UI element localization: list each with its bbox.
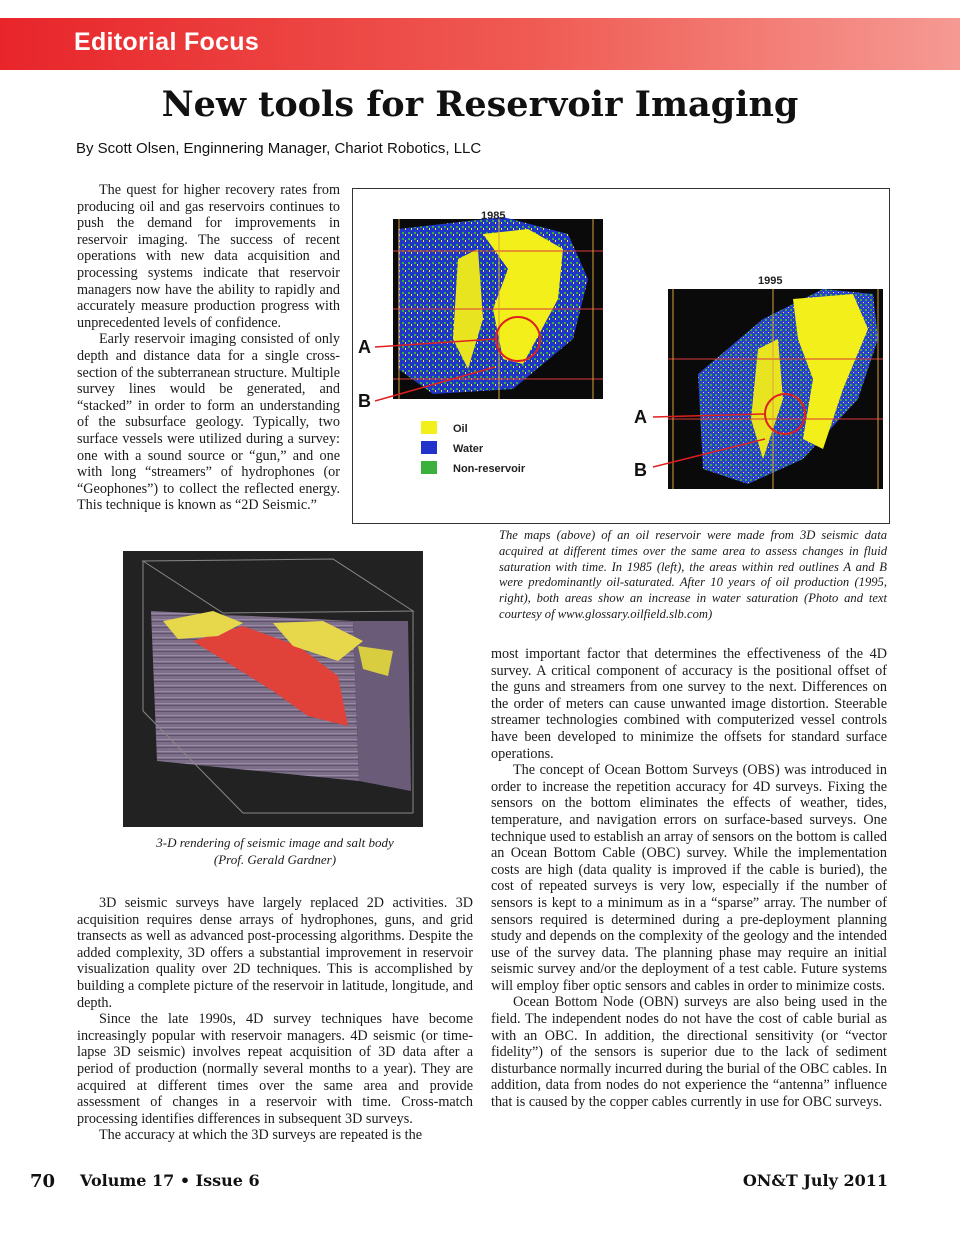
seismic-3d-caption: [77, 834, 473, 868]
map-1995-year: 1995: [758, 275, 783, 287]
legend-swatch-oil: [421, 421, 437, 434]
section-banner: [0, 18, 960, 70]
paragraph: Since the late 1990s, 4D survey techniques have become increasingly popular with reservoir managers. 4D seismic (or time-lapse 3D seismic) involves repeat acquisition of 3D data after a period of production (normally several months to a year). They are acquired at different times over the same area and provide assessment of changes in a reservoir with time. Cross-match processing identifies differences in subsequent 3D surveys.: [77, 1011, 473, 1127]
seismic-3d-figure: [123, 551, 423, 827]
paragraph: Early reservoir imaging consisted of only depth and distance data for a single cross-section of the subterranean structure. Multiple survey lines would be generated, and “stacked” in order to form an understanding of the subsurface geology. Typically, two surface vessels were utilized during a survey: one with a sound source or “gun,” and one with long “streamers” of hydrophones (or “Geophones”) to collect the reflected energy. This technique is known as “2D Seismic.”: [77, 331, 340, 514]
legend-label-water: Water: [453, 443, 484, 455]
legend-label-non-reservoir: Non-reservoir: [453, 463, 526, 475]
article-column-1: [77, 182, 340, 514]
seismic-3d-image: [123, 551, 423, 827]
map-1985-year: 1985: [481, 210, 506, 222]
paragraph: The concept of Ocean Bottom Surveys (OBS) was introduced in order to increase the repetition accuracy for 4D surveys. Fixing the sensors on the bottom eliminates the effects of weather, tides, temperature, and navigation errors on surface-based surveys. One technique used to establish an array of sensors on the bottom is called an Ocean Bottom Cable (OBC) survey. While the implementation costs are high (data quality is improved if the cable is buried), the cost of repeated surveys is very low, especially if the number of sensors is kept to a minimum as in a “sparse” array. The number of sensors required is determined during a pre-deployment planning study and depends on the complexity of the geology and the intended use of the survey data. The planning phase may require an initial seismic survey and/or the deployment of a test cable. Future systems will employ fiber optic sensors and cables in order to minimize costs.: [491, 762, 887, 994]
seismic-3d-caption-credit: (Prof. Gerald Gardner): [213, 852, 337, 867]
reservoir-map-image: [353, 189, 888, 522]
map-figure-caption: The maps (above) of an oil reservoir were made from 3D seismic data acquired at different times over the same area to assess changes in fluid saturation with time. In 1985 (left), the areas within red outlines A and B were predominantly oil-saturated. After 10 years of oil production (1995, right), both areas show an increase in water saturation (Photo and text courtesy of www.glossary.oilfield.slb.com): [499, 528, 887, 621]
paragraph: most important factor that determines the effectiveness of the 4D survey. A critical component of accuracy is the positional offset of the guns and streamers from one survey to the next. Differences on the order of meters can cause unwanted image distortion. Steerable streamer technologies combined with computerized vessel controls have been developed to minimize the offsets for standard surface operations.: [491, 646, 887, 762]
paragraph: Ocean Bottom Node (OBN) surveys are also being used in the field. The independent nodes do not have the cost of cable burial as with an OBC. In addition, the directional sensitivity (or “vector fidelity”) of the sensors is superior due to the lack of sediment disturbance normally incurred during the burial of the OBC cables. In addition, data from nodes do not experience the “antenna” influence that is caused by the copper cables currently in use for OBC surveys.: [491, 994, 887, 1111]
legend-swatch-water: [421, 441, 437, 454]
article-byline: By Scott Olsen, Enginnering Manager, Chariot Robotics, LLC: [76, 140, 482, 157]
legend-swatch-non-reservoir: [421, 461, 437, 474]
reservoir-map-figure: [352, 188, 890, 524]
issue-date: ON&T July 2011: [742, 1171, 888, 1190]
article-column-3: [77, 895, 473, 1144]
page-number: 70: [30, 1171, 56, 1192]
map-1995-label-a: A: [634, 407, 647, 427]
paragraph: The accuracy at which the 3D surveys are repeated is the: [99, 1127, 423, 1144]
volume-issue: Volume 17 • Issue 6: [80, 1171, 260, 1190]
legend-label-oil: Oil: [453, 423, 468, 435]
article-column-4: [491, 646, 887, 1111]
seismic-3d-caption-title: 3-D rendering of seismic image and salt body: [156, 835, 394, 850]
article-title: New tools for Reservoir Imaging: [161, 84, 799, 125]
map-1995-label-b: B: [634, 460, 647, 480]
seismic-slice-side: [353, 621, 411, 791]
map-1985-label-a: A: [358, 337, 371, 357]
map-1985-label-b: B: [358, 391, 371, 411]
section-label: Editorial Focus: [74, 28, 260, 56]
paragraph: 3D seismic surveys have largely replaced 2D activities. 3D acquisition requires dense arrays of hydrophones, guns, and grid transects as well as advanced post-processing algorithms. Despite the added complexity, 3D offers a substantial improvement in reservoir visualization quality over 2D techniques. This is accomplished by building a complete picture of the reservoir in latitude, longitude, and depth.: [77, 895, 473, 1011]
paragraph: The quest for higher recovery rates from producing oil and gas reservoirs continues to push the demand for improvements in reservoir imaging. The success of recent operations with new data acquisition and processing systems indicate that reservoir managers now have the ability to rapidly and accurately measure production progress with unprecedented levels of confidence.: [77, 182, 340, 331]
